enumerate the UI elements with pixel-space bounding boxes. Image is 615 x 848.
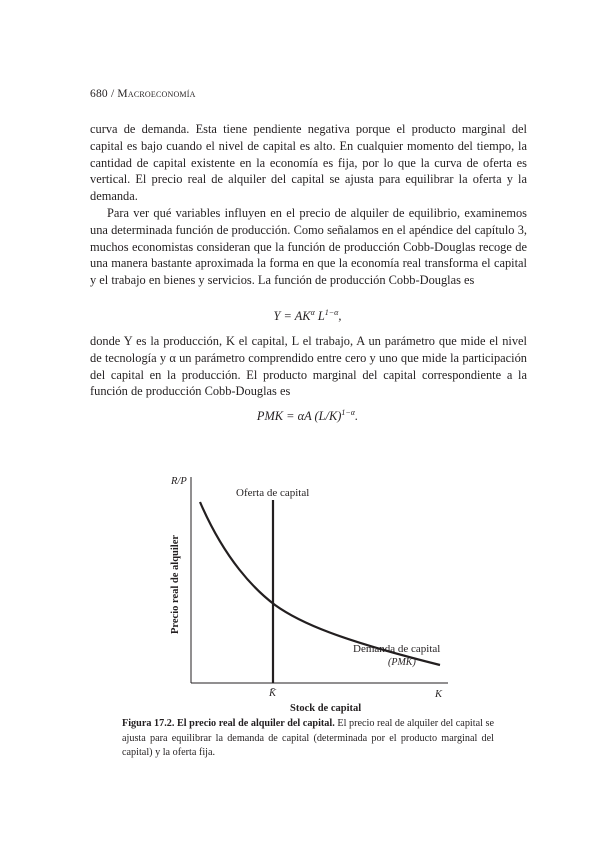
caption-title: Figura 17.2. El precio real de alquiler del capital. [122,718,335,729]
eq2-end: . [355,409,359,423]
demand-sub-label: (PMK) [388,657,416,668]
eq2-base: PMK = αA (L/K) [256,409,342,423]
eq2-exp: 1−α [341,408,355,417]
y-title: Precio real de alquiler [170,534,181,634]
demand-label: Demanda de capital [353,643,441,655]
paragraph-1: curva de demanda. Esta tiene pendiente negativa porque el producto marginal del capital es bajo cuando el nivel de capital es alto. En cualquier momento del tiempo, la cantidad de capital existente en la economía es fija, por lo que la curva de oferta es vertical. El precio real de alquiler del capital se ajusta para equilibrar la oferta y la demanda. [90,122,527,204]
eq1-base: Y = AK [273,309,311,323]
book-title: Macroeconomía [117,88,196,100]
x-title: Stock de capital [290,703,362,714]
header-separator: / [110,88,115,100]
figure-caption [122,717,494,761]
x-axis-label: K [435,689,443,700]
caption-text: El precio real de alquiler del capital se ajusta para equilibrar la demanda de capital (determinada por el producto marginal del capital) y la oferta fija. [122,718,494,758]
paragraph-3: donde Y es la producción, K el capital, L el trabajo, A un parámetro que mide el nivel de tecnología y α un parámetro comprendido entre cero y uno que mide la participación del capital en la producción. El producto marginal del capital correspondiente a la función de producción Cobb-Douglas es [90,334,527,399]
paragraph-2: Para ver qué variables influyen en el precio de alquiler de equilibrio, examinemos una determinada función de producción. Como señalamos en el apéndice del capítulo 3, muchos economistas consideran que la función de producción Cobb-Douglas recoge de una manera bastante aproximada la forma en que la economía real transforma el capital y el trabajo en bienes y servicios. La función de producción Cobb-Douglas es [90,205,527,288]
supply-label: Oferta de capital [236,487,310,499]
page-number: 680 [90,88,108,100]
eq1-end: , [338,309,342,323]
eq1-exp2: 1−α [324,308,339,317]
demand-curve [200,502,440,665]
k-bar-label: K̄ [269,688,277,699]
eq1-mid: L [314,309,325,323]
eq1-exp1: α [310,308,315,317]
y-axis-label: R/P [171,476,187,487]
